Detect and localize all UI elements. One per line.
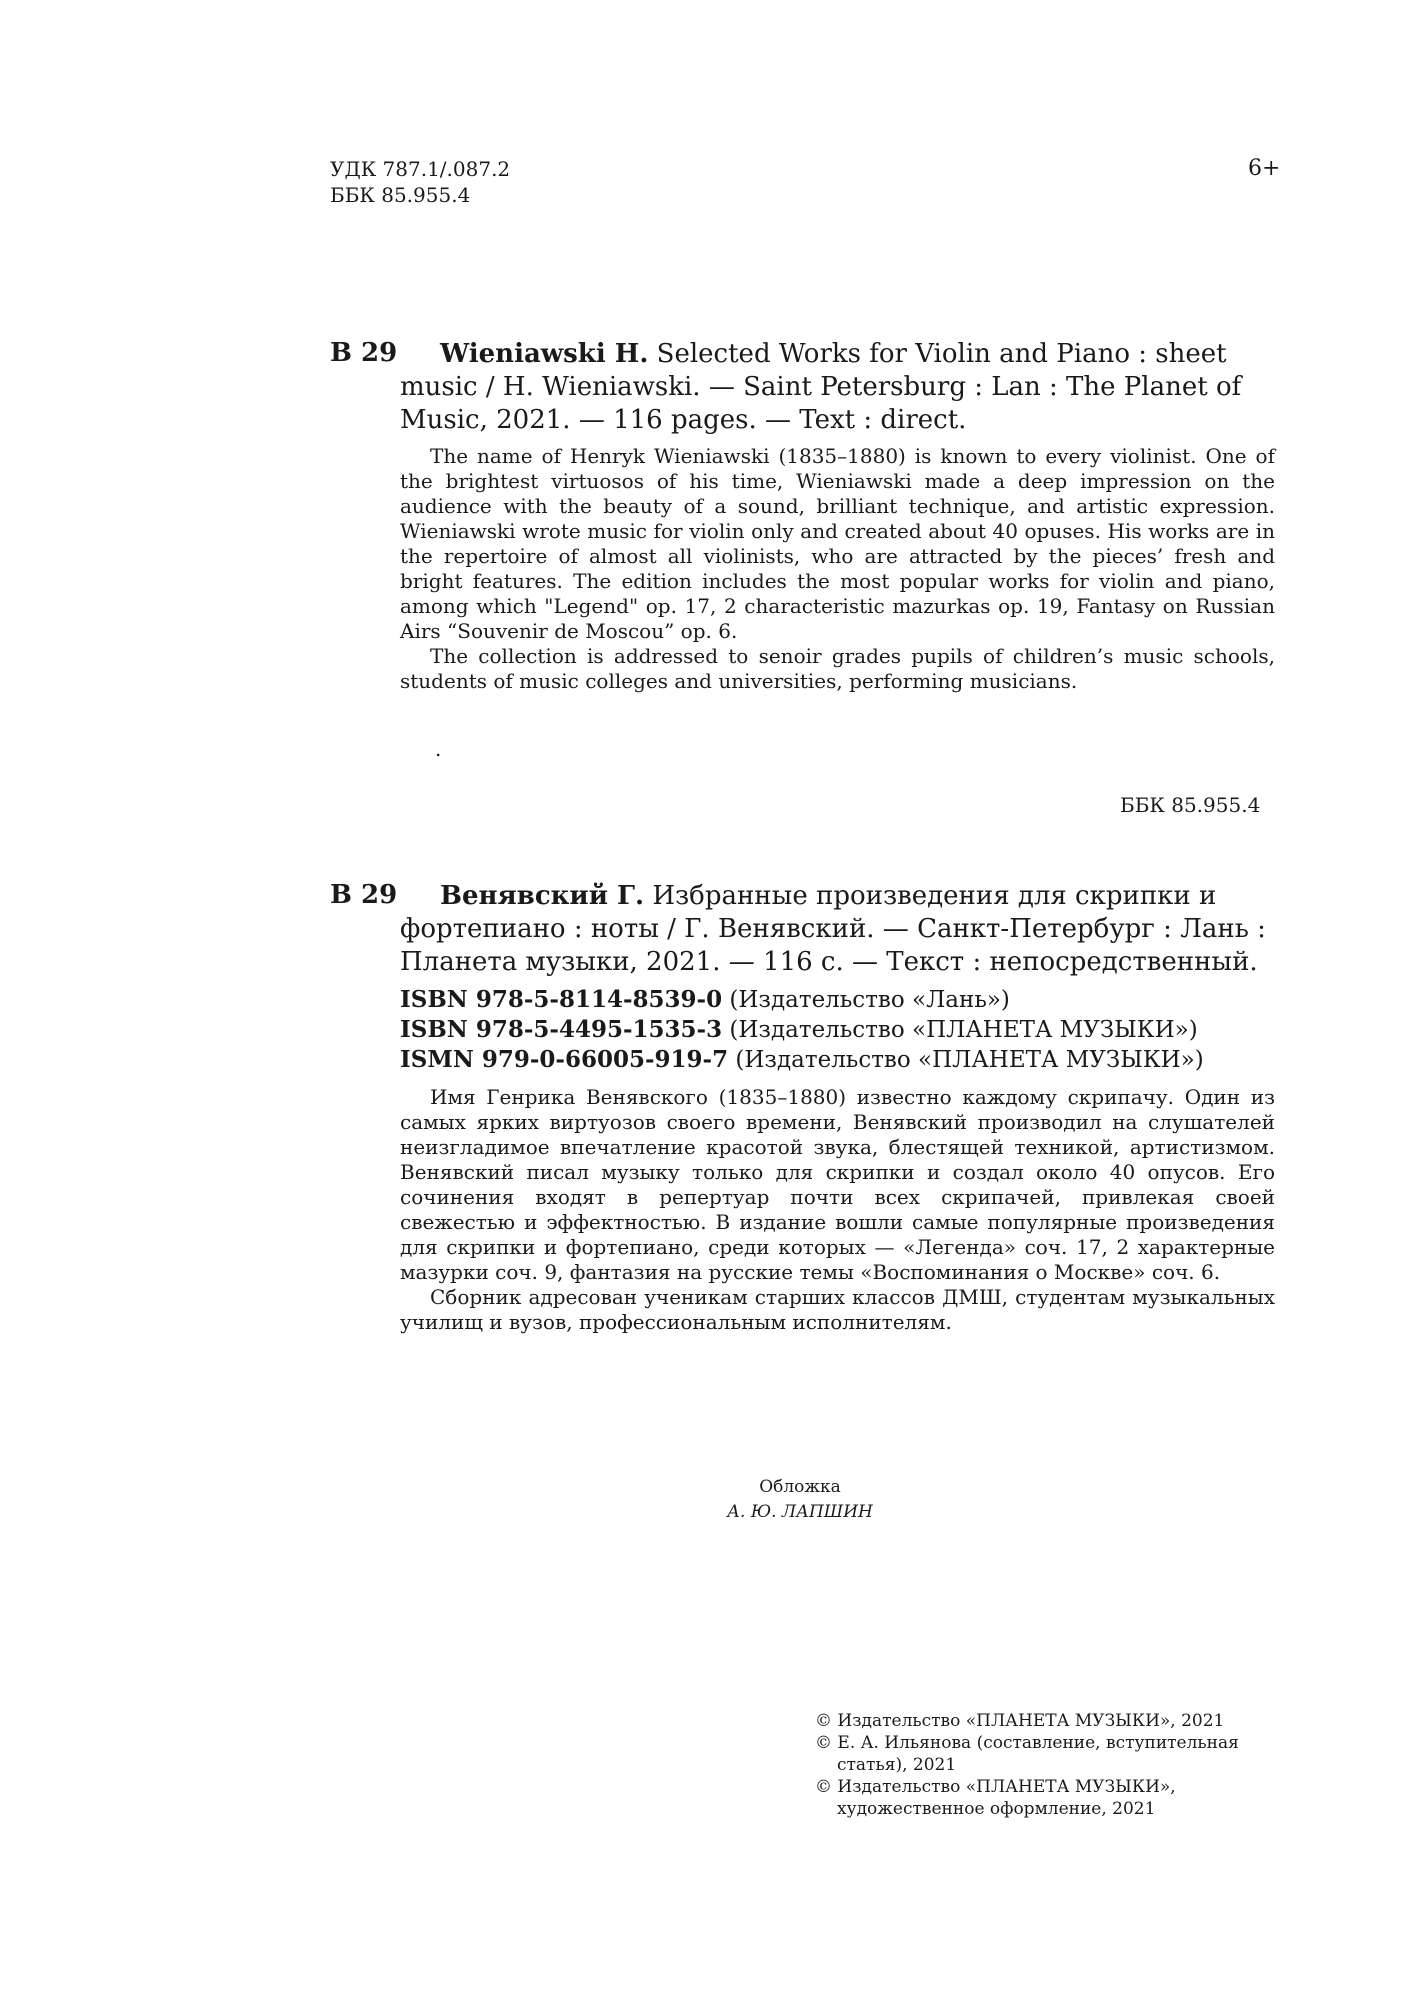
english-heading <box>400 338 1270 437</box>
copyright-line: © Е. А. Ильянова (составление, вступительная статья), 2021 <box>815 1733 1239 1775</box>
entry-code-english: В 29 <box>330 338 398 368</box>
russian-annotation <box>400 1085 1275 1335</box>
cover-artist-name: А. Ю. ЛАПШИН <box>727 1502 873 1522</box>
isbn-publisher: (Издательство «Лань») <box>729 987 1010 1013</box>
entry-code-russian: В 29 <box>330 880 398 910</box>
stray-dot: . <box>435 737 442 761</box>
isbn-publisher: (Издательство «ПЛАНЕТА МУЗЫКИ») <box>729 1017 1198 1043</box>
isbn-line <box>400 985 1204 1015</box>
bbk-code-russian: ББК 85.955.4 <box>1120 793 1261 817</box>
russian-paragraph-1: Имя Генрика Венявского (1835–1880) известно каждому скрипачу. Один из самых ярких виртуозов своего времени, Венявский производил на слушателей неизгладимое впечатление красотой звука, блестящей техникой, артистизмом. Венявский писал музыку только для скрипки и создал около 40 опусов. Его сочинения входят в репертуар почти всех скрипачей, привлекая своей свежестью и эффектностью. В издание вошли самые популярные произведения для скрипки и фортепиано, среди которых — «Легенда» соч. 17, 2 характерные мазурки соч. 9, фантазия на русские темы «Воспоминания о Москве» соч. 6. <box>400 1085 1275 1284</box>
age-rating: 6+ <box>1248 156 1281 181</box>
english-author: Wieniawski H. <box>440 339 649 369</box>
isbn-list <box>400 985 1204 1075</box>
copyright-line: © Издательство «ПЛАНЕТА МУЗЫКИ», 2021 <box>815 1711 1225 1731</box>
english-paragraph-2: The collection is addressed to senoir grades pupils of children’s music schools, students of music colleges and universities, performing musicians. <box>400 644 1275 693</box>
bbk-code-top: ББК 85.955.4 <box>330 183 471 207</box>
russian-author: Венявский Г. <box>440 881 645 911</box>
copyright-block <box>815 1710 1255 1820</box>
ismn-number: ISMN 979-0-66005-919-7 <box>400 1046 729 1073</box>
copyright-line: © Издательство «ПЛАНЕТА МУЗЫКИ», художественное оформление, 2021 <box>815 1777 1176 1819</box>
udk-code: УДК 787.1/.087.2 <box>330 157 511 181</box>
ismn-line <box>400 1045 1204 1075</box>
cover-credit <box>650 1475 950 1525</box>
isbn-number: ISBN 978-5-8114-8539-0 <box>400 986 723 1013</box>
russian-title: Избранные произведения для скрипки и фортепиано : ноты / Г. Венявский. — Санкт-Петербург : Лань : Планета музыки, 2021. — 116 с. — Текст : непосредственный. <box>400 881 1266 977</box>
isbn-line <box>400 1015 1204 1045</box>
isbn-number: ISBN 978-5-4495-1535-3 <box>400 1016 723 1043</box>
english-title: Selected Works for Violin and Piano : sheet music / H. Wieniawski. — Saint Petersburg : Lan : The Planet of Music, 2021. — 116 pages. — Text : direct. <box>400 339 1242 435</box>
cover-credit-label: Обложка <box>759 1477 841 1497</box>
russian-paragraph-2: Сборник адресован ученикам старших классов ДМШ, студентам музыкальных училищ и вузов, профессиональным исполнителям. <box>400 1285 1275 1334</box>
english-paragraph-1: The name of Henryk Wieniawski (1835–1880) is known to every violinist. One of the brightest virtuosos of his time, Wieniawski made a deep impression on the audience with the beauty of a sound, brilliant technique, and artistic expression. Wieniawski wrote music for violin only and created about 40 opuses. His works are in the repertoire of almost all violinists, who are attracted by the pieces’ fresh and bright features. The edition includes the most popular works for violin and piano, among which "Legend" op. 17, 2 characteristic mazurkas op. 19, Fantasy on Russian Airs “Souvenir de Moscou” op. 6. <box>400 444 1275 643</box>
english-annotation <box>400 444 1275 694</box>
ismn-publisher: (Издательство «ПЛАНЕТА МУЗЫКИ») <box>735 1047 1204 1073</box>
russian-heading <box>400 880 1270 979</box>
